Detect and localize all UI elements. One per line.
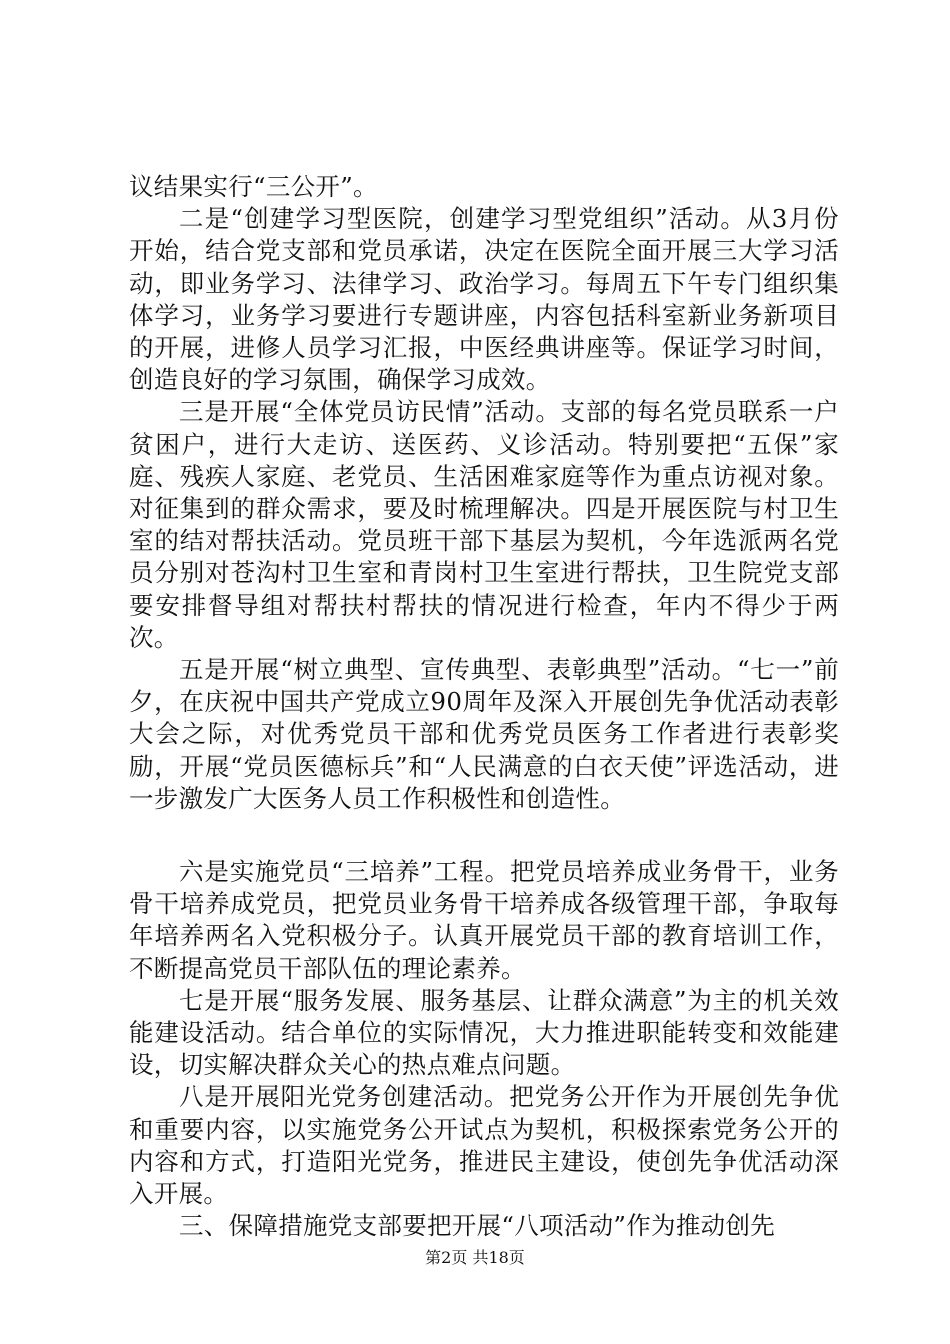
paragraph-5: 六是实施党员“三培养”工程。把党员培养成业务骨干，业务骨干培养成党员，把党员业务骨干培养成各级管理干部，争取每年培养两名入党积极分子。认真开展党员干部的教育培训工作，不断提高党员干部队伍的理论素养。 <box>129 857 839 983</box>
paragraph-2: 二是“创建学习型医院，创建学习型党组织”活动。从3月份开始，结合党支部和党员承诺，决定在医院全面开展三大学习活动，即业务学习、法律学习、政治学习。每周五下午专门组织集体学习，业务学习要进行专题讲座，内容包括科室新业务新项目的开展，进修人员学习汇报，中医经典讲座等。保证学习时间，创造良好的学习氛围，确保学习成效。 <box>129 204 839 395</box>
paragraph-1: 议结果实行“三公开”。 <box>129 172 378 201</box>
paragraph-7: 八是开展阳光党务创建活动。把党务公开作为开展创先争优和重要内容，以实施党务公开试点为契机，积极探索党务公开的内容和方式，打造阳光党务，推进民主建设，使创先争优活动深入开展。 <box>129 1082 839 1209</box>
page-number-footer: 第2页 共18页 <box>425 1248 525 1267</box>
paragraph-4: 五是开展“树立典型、宣传典型、表彰典型”活动。“七一”前夕，在庆祝中国共产党成立90周年及深入开展创先争优活动表彰大会之际，对优秀党员干部和优秀党员医务工作者进行表彰奖励，开展“党员医德标兵”和“人民满意的白衣天使”评选活动，进一步激发广大医务人员工作积极性和创造性。 <box>129 655 839 813</box>
paragraph-3: 三是开展“全体党员访民情”活动。支部的每名党员联系一户贫困户，进行大走访、送医药、义诊活动。特别要把“五保”家庭、残疾人家庭、老党员、生活困难家庭等作为重点访视对象。对征集到的群众需求，要及时梳理解决。四是开展医院与村卫生室的结对帮扶活动。党员班干部下基层为契机，今年选派两名党员分别对苍沟村卫生室和青岗村卫生室进行帮扶，卫生院党支部要安排督导组对帮扶村帮扶的情况进行检查，年内不得少于两次。 <box>129 397 839 652</box>
paragraph-8: 三、保障措施党支部要把开展“八项活动”作为推动创先 <box>179 1211 776 1241</box>
document-body <box>129 171 839 1243</box>
paragraph-6: 七是开展“服务发展、服务基层、让群众满意”为主的机关效能建设活动。结合单位的实际情况，大力推进职能转变和效能建设，切实解决群众关心的热点难点问题。 <box>129 985 839 1080</box>
